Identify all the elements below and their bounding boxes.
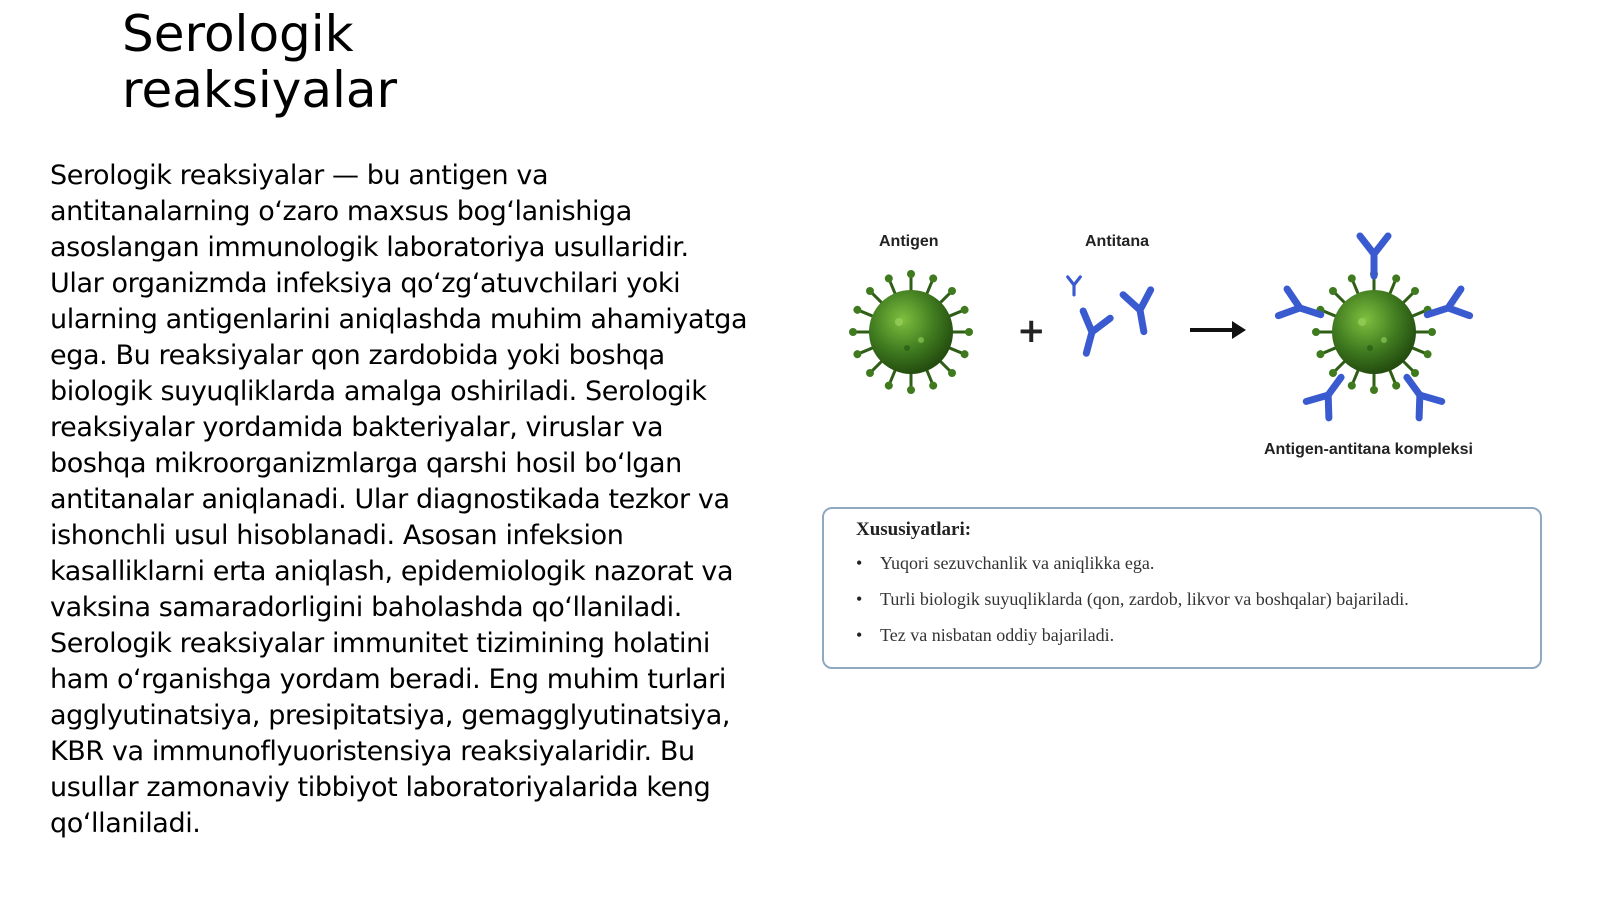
arrow-icon (1190, 321, 1246, 339)
slide-body-text: Serologik reaksiyalar — bu antigen va antitanalarning o‘zaro maxsus bog‘lanishiga asoslangan immunologik laboratoriya usullaridir. Ular organizmda infeksiya qo‘zg‘atuvchilari yoki ularning antigenlarini aniqlashda muhim ahamiyatga ega. Bu reaksiyalar qon zardobida yoki boshqa biologik suyuqliklarda amalga oshiriladi. Serologik reaksiyalar yordamida bakteriyalar, viruslar va boshqa mikroorganizmlarga qarshi hosil bo‘lgan antitanalar aniqlanadi. Ular diagnostikada tezkor va ishonchli usul hisoblanadi. Asosan infeksion kasalliklarni erta aniqlash, epidemiologik nazorat va vaksina samaradorligini baholashda qo‘llaniladi. Serologik reaksiyalar immunitet tizimining holatini ham o‘rganishga yordam beradi. Eng muhim turlari agglyutinatsiya, presipitatsiya, gemagglyutinatsiya, KBR va immunoflyuoristensiya reaksiyalaridir. Bu usullar zamonaviy tibbiyot laboratoriyalarida keng qo‘llaniladi. (50, 160, 748, 839)
list-item: • Turli biologik suyuqliklarda (qon, zardob, likvor va boshqalar) bajariladi. (856, 587, 1510, 611)
plus-sign: + (1017, 311, 1046, 351)
list-item: • Tez va nisbatan oddiy bajariladi. (856, 623, 1510, 647)
antibody-icon (1068, 277, 1158, 357)
antigen-antibody-diagram (840, 210, 1560, 480)
list-item: • Yuqori sezuvchanlik va aniqlikka ega. (856, 551, 1510, 575)
complex-label: Antigen-antitana kompleksi (1264, 441, 1473, 458)
virus-icon (849, 270, 973, 394)
complex-icon (1278, 236, 1469, 418)
properties-list (856, 551, 1510, 647)
properties-title: Xususiyatlari: (856, 519, 972, 540)
antigen-label: Antigen (879, 233, 939, 250)
slide-title: Serologik reaksiyalar (122, 5, 398, 119)
properties-box (822, 507, 1542, 669)
diagram-graphics (840, 210, 1560, 480)
antibody-label: Antitana (1085, 233, 1149, 250)
